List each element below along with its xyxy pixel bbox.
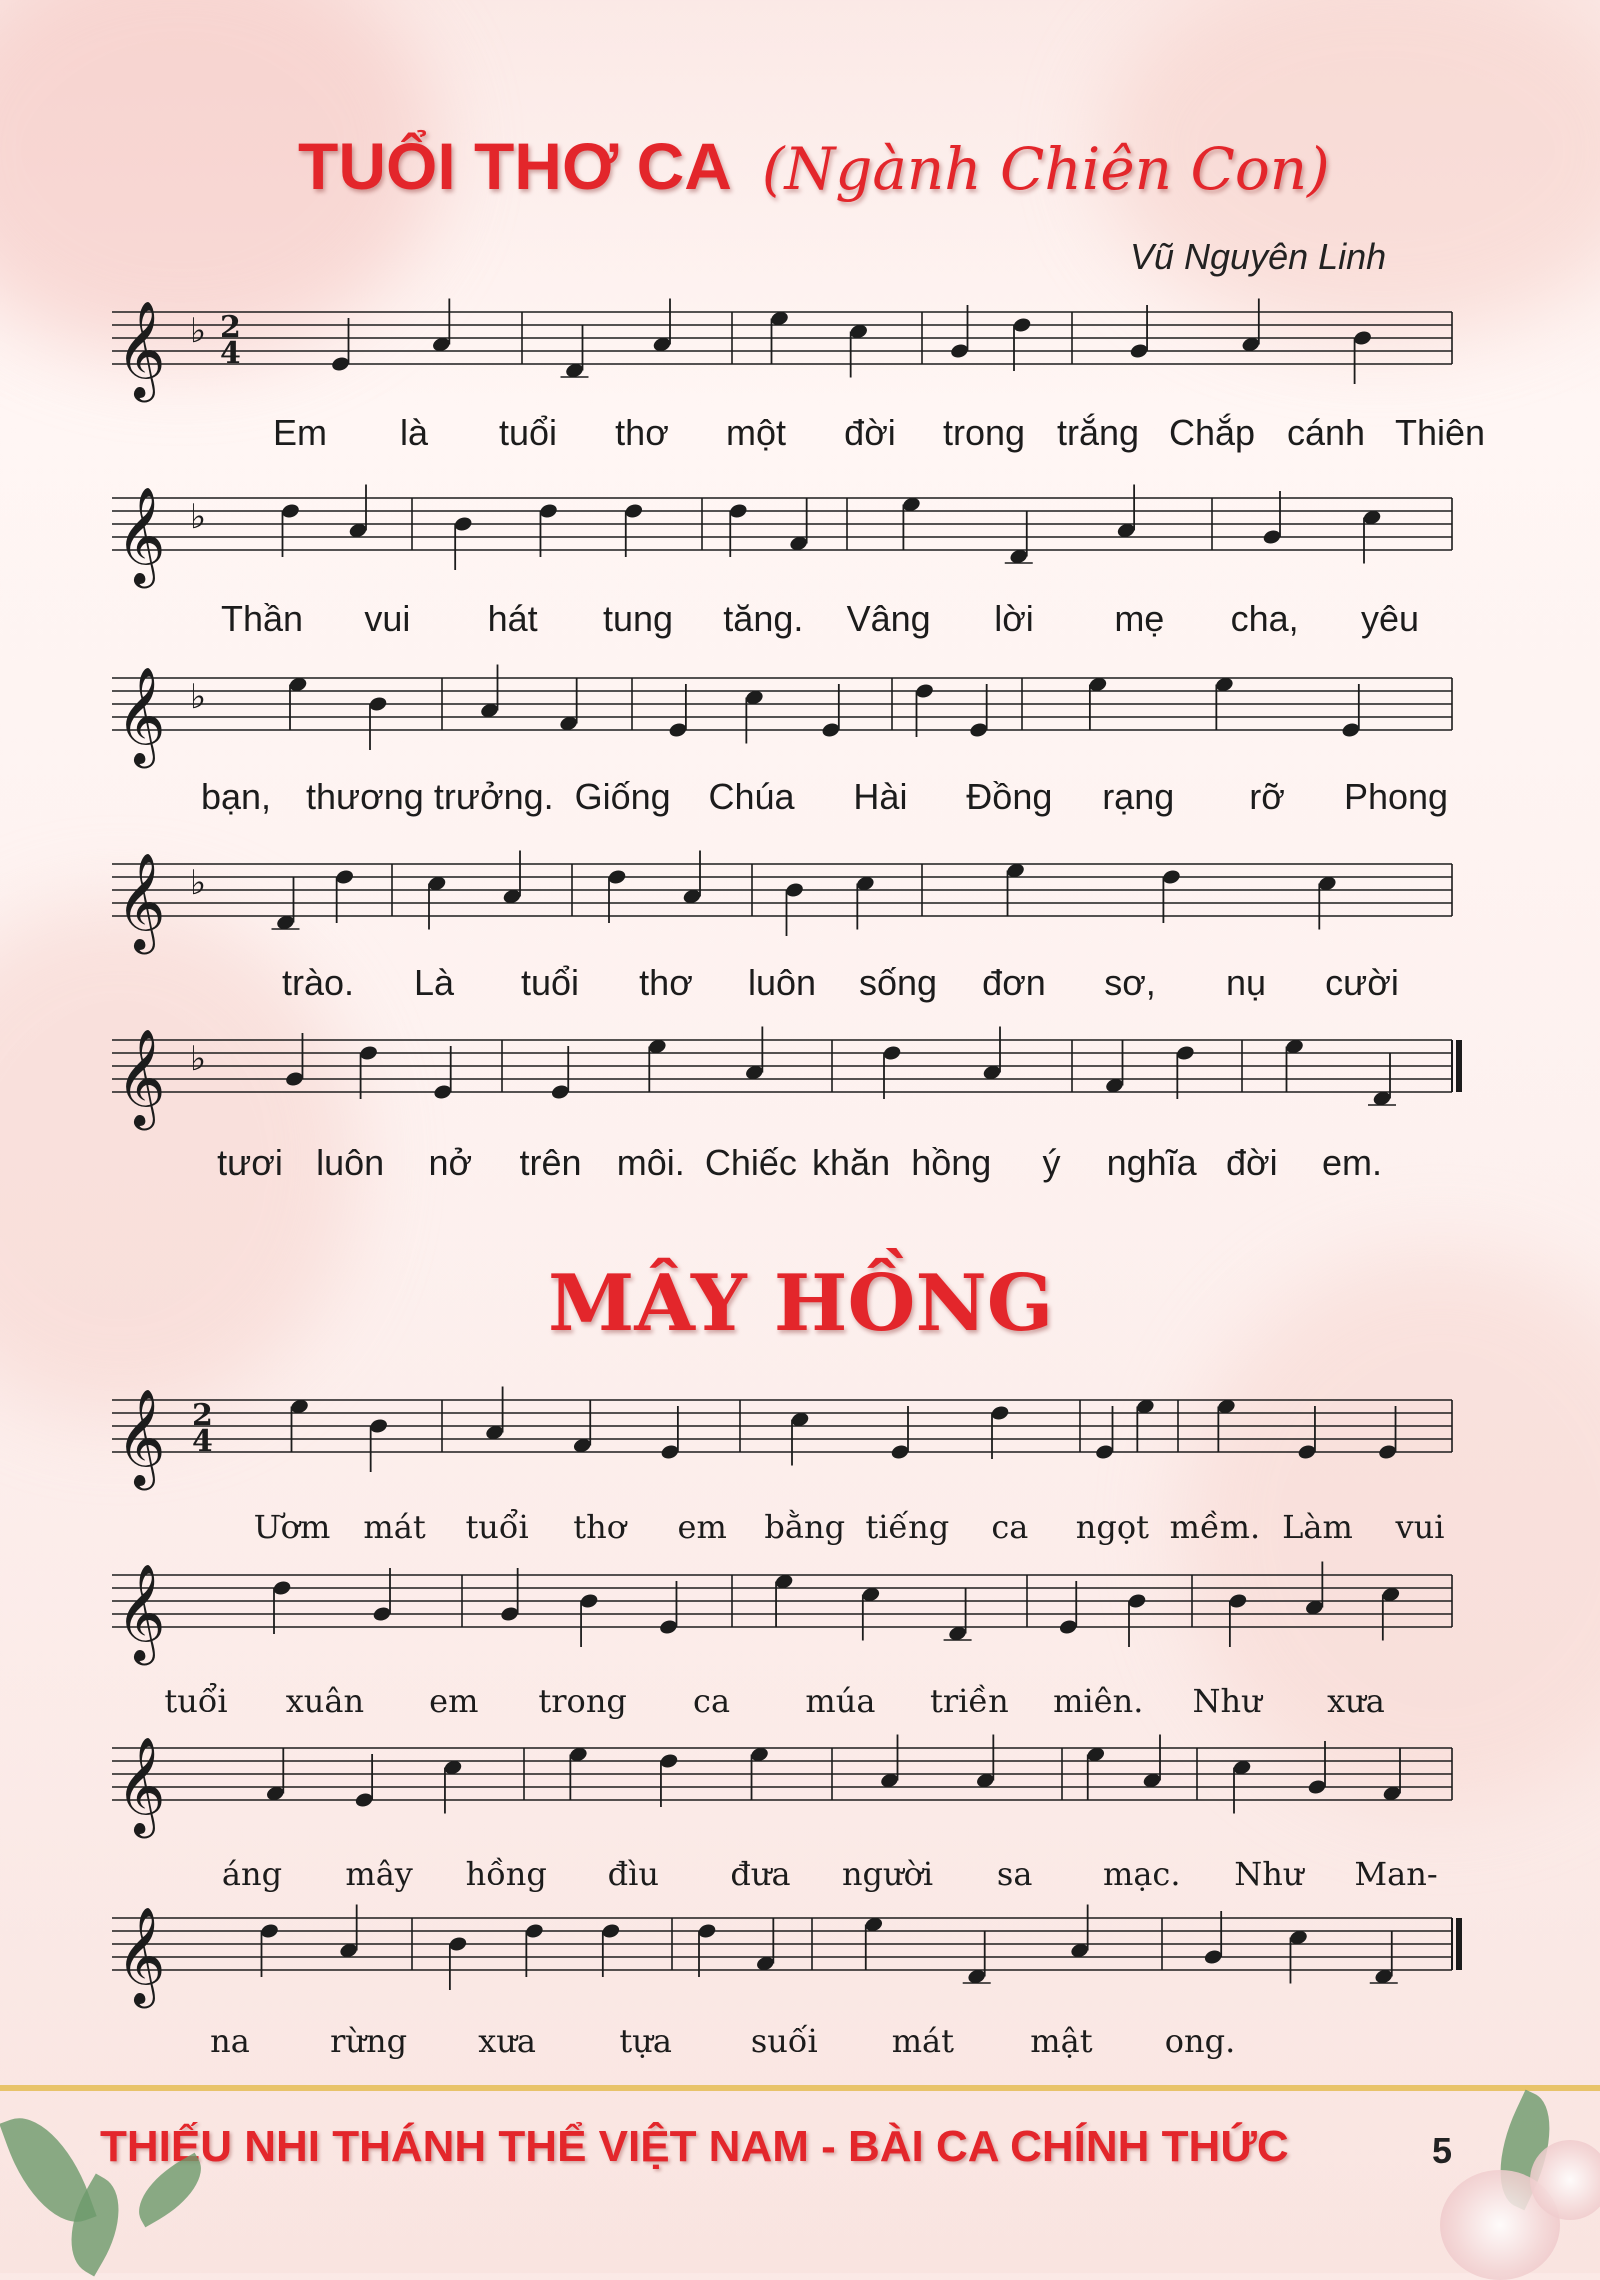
lyric-word: bằng	[764, 1508, 846, 1546]
lyric-word: em	[429, 1682, 479, 1720]
lyric-word: xuân	[285, 1682, 365, 1720]
note-head	[369, 1417, 389, 1434]
note-head	[890, 1443, 910, 1460]
note-head	[697, 1922, 717, 1939]
lyric-word: khăn	[812, 1142, 891, 1183]
lyric-word: Đồng	[966, 776, 1053, 817]
lyric-word: tuổi	[520, 962, 580, 1003]
lyric-word: Như	[1192, 1682, 1262, 1720]
treble-clef-icon: 𝄞	[116, 300, 166, 398]
lyric-word: một	[725, 412, 787, 453]
lyric-word: xưa	[1327, 1682, 1385, 1720]
lyric-word: Chắp	[1168, 412, 1256, 453]
note-head	[1094, 1443, 1114, 1460]
note-head	[1129, 342, 1149, 359]
lyric-word: trong	[538, 1682, 627, 1720]
song1-subtitle: (Ngành Chiên Con)	[761, 135, 1330, 203]
lyric-word: ong.	[1164, 2022, 1236, 2060]
staff-svg	[112, 1380, 1452, 1500]
lyric-word: ngọt	[1075, 1508, 1149, 1546]
lyric-word: nghĩa	[1106, 1142, 1197, 1183]
lyric-word: Thần	[220, 598, 304, 639]
note-head	[1228, 1592, 1248, 1609]
lyric-word: mạc.	[1103, 1855, 1181, 1893]
lyric-word: vui	[364, 598, 411, 639]
lyric-word: mật	[1030, 2022, 1093, 2060]
note-head	[990, 1404, 1010, 1421]
lyric-word: Là	[413, 962, 455, 1003]
lyric-word: mát	[363, 1508, 426, 1546]
lyric-word: sống	[858, 962, 938, 1003]
lyric-word: Phong	[1343, 776, 1449, 817]
final-barline	[1456, 1918, 1462, 1970]
note-head	[433, 1083, 453, 1100]
lyric-word: cười	[1325, 962, 1399, 1003]
time-signature-top: 2	[220, 310, 241, 345]
lyric-word: thơ	[573, 1508, 626, 1546]
note-head	[949, 342, 969, 359]
note-head	[668, 721, 688, 738]
note-head	[538, 502, 558, 519]
lyric-word: yêu	[1360, 598, 1420, 639]
footer-band	[0, 2085, 1600, 2091]
lyric-word: hồng	[465, 1855, 547, 1893]
lyric-word: sơ,	[1104, 962, 1156, 1003]
lyric-word: Chiếc	[704, 1142, 797, 1183]
lyric-word: đời	[844, 412, 896, 453]
staff-svg	[112, 478, 1452, 598]
staff-svg	[112, 1555, 1452, 1675]
lyric-word: Thiên	[1394, 412, 1486, 453]
lyric-word: Em	[273, 412, 327, 453]
note-head	[1203, 1948, 1223, 1965]
note-head	[1127, 1592, 1147, 1609]
key-flat-icon: ♭	[190, 863, 207, 903]
lyric-word: vui	[1395, 1508, 1445, 1546]
lyric-word: suối	[750, 2022, 818, 2060]
lyric-word: đời	[1225, 1142, 1278, 1183]
lyric-word: tuổi	[164, 1682, 228, 1720]
lyric-word: lời	[994, 598, 1034, 639]
lyric-word: triền	[929, 1682, 1009, 1720]
lyric-word: Ươm	[253, 1508, 331, 1546]
lyric-word: luôn	[747, 962, 817, 1003]
lyric-word: trào.	[281, 962, 355, 1003]
lyric-word: môi.	[616, 1142, 685, 1183]
note-head	[882, 1044, 902, 1061]
lyric-word: trong	[942, 412, 1026, 453]
lyric-word: đìu	[607, 1855, 659, 1893]
lyric-word: rỡ	[1249, 776, 1285, 817]
composer: Vũ Nguyên Linh	[1130, 236, 1387, 277]
time-signature-bottom: 4	[220, 336, 241, 371]
note-head	[354, 1791, 374, 1808]
flower-decoration	[1530, 2140, 1600, 2220]
lyric-word: mềm.	[1169, 1508, 1261, 1546]
treble-clef-icon: 𝄞	[116, 666, 166, 764]
footer-title: THIẾU NHI THÁNH THỂ VIỆT NAM - BÀI CA CHÍNH THỨC	[100, 2122, 1289, 2171]
lyric-word: rạng	[1102, 776, 1175, 817]
lyric-word: bạn,	[200, 776, 272, 817]
note-head	[272, 1579, 292, 1596]
note-head	[659, 1752, 679, 1769]
note-head	[658, 1618, 678, 1635]
note-head	[601, 1922, 621, 1939]
lyric-word: ca	[991, 1508, 1029, 1546]
lyric-word: thơ	[639, 962, 693, 1003]
lyric-word: hát	[487, 598, 538, 639]
lyric-word: luôn	[316, 1142, 385, 1183]
lyric-word: Man-	[1354, 1855, 1438, 1893]
lyric-word: thơ	[615, 412, 669, 453]
note-head	[280, 502, 300, 519]
staff-svg	[112, 658, 1452, 778]
treble-clef-icon: 𝄞	[116, 1388, 166, 1486]
treble-clef-icon: 𝄞	[116, 852, 166, 950]
key-flat-icon: ♭	[190, 677, 207, 717]
lyric-word: đưa	[730, 1855, 791, 1893]
staff-svg	[112, 292, 1452, 412]
lyric-word: Chúa	[708, 776, 795, 817]
lyric-word: thương	[305, 776, 424, 817]
lyric-word: cánh	[1286, 412, 1366, 453]
lyric-word: em	[677, 1508, 727, 1546]
note-head	[448, 1935, 468, 1952]
treble-clef-icon: 𝄞	[116, 1736, 166, 1834]
song1-title-block	[298, 128, 1330, 204]
note-head	[1352, 329, 1372, 346]
lyric-word: tươi	[217, 1142, 283, 1183]
time-signature-bottom: 4	[192, 1424, 213, 1459]
note-head	[1297, 1443, 1317, 1460]
note-head	[1307, 1778, 1327, 1795]
lyric-word: Làm	[1282, 1508, 1353, 1546]
note-head	[914, 682, 934, 699]
note-head	[821, 721, 841, 738]
key-flat-icon: ♭	[190, 497, 207, 537]
lyric-word: trên	[519, 1142, 582, 1183]
page-number: 5	[1432, 2130, 1453, 2171]
lyric-word: tuổi	[498, 412, 558, 453]
lyric-word: tựa	[619, 2022, 672, 2060]
lyric-word: là	[399, 412, 429, 453]
song1-title: TUỔI THƠ CA	[298, 129, 730, 203]
lyric-word: cha,	[1230, 598, 1299, 639]
note-head	[579, 1592, 599, 1609]
treble-clef-icon: 𝄞	[116, 1028, 166, 1126]
lyric-word: ca	[693, 1682, 731, 1720]
lyric-word: Hài	[853, 776, 908, 817]
note-head	[1012, 316, 1032, 333]
note-head	[524, 1922, 544, 1939]
note-head	[1341, 721, 1361, 738]
note-head	[1175, 1044, 1195, 1061]
lyric-word: rừng	[330, 2022, 408, 2060]
note-head	[284, 1070, 304, 1087]
treble-clef-icon: 𝄞	[116, 1563, 166, 1661]
note-head	[1058, 1618, 1078, 1635]
note-head	[259, 1922, 279, 1939]
note-head	[368, 695, 388, 712]
lyric-word: đơn	[982, 962, 1046, 1003]
lyric-word: ý	[1042, 1142, 1061, 1183]
note-head	[624, 502, 644, 519]
lyric-word: Vâng	[846, 598, 931, 639]
lyric-word: sa	[996, 1855, 1033, 1893]
lyric-word: nở	[428, 1142, 473, 1183]
lyric-word: áng	[221, 1855, 283, 1893]
note-head	[607, 868, 627, 885]
lyric-word: mây	[345, 1855, 413, 1893]
lyric-word: người	[841, 1855, 934, 1893]
time-signature-top: 2	[192, 1398, 213, 1433]
note-head	[335, 868, 355, 885]
note-head	[330, 355, 350, 372]
lyric-word: tung	[602, 598, 674, 639]
lyric-word: hồng	[911, 1142, 992, 1183]
note-head	[500, 1605, 520, 1622]
note-head	[453, 515, 473, 532]
lyric-word: miên.	[1053, 1682, 1144, 1720]
lyric-word: mát	[891, 2022, 954, 2060]
treble-clef-icon: 𝄞	[116, 486, 166, 584]
note-head	[1161, 868, 1181, 885]
lyric-word: Giống	[574, 776, 671, 817]
lyric-word: nụ	[1225, 962, 1267, 1003]
note-head	[784, 881, 804, 898]
lyric-word: tuổi	[465, 1508, 529, 1546]
staff-svg	[112, 1898, 1452, 2018]
note-head	[550, 1083, 570, 1100]
lyric-word: Như	[1234, 1855, 1304, 1893]
key-flat-icon: ♭	[190, 311, 207, 351]
note-head	[1377, 1443, 1397, 1460]
lyric-word: na	[210, 2022, 250, 2060]
final-barline	[1456, 1040, 1462, 1092]
note-head	[660, 1443, 680, 1460]
lyric-word: tăng.	[723, 598, 804, 639]
lyric-word: tiếng	[865, 1508, 950, 1546]
lyric-word: trắng	[1056, 412, 1140, 453]
note-head	[1262, 528, 1282, 545]
staff-svg	[112, 844, 1452, 964]
lyric-word: xưa	[478, 2022, 537, 2060]
note-head	[372, 1605, 392, 1622]
treble-clef-icon: 𝄞	[116, 1906, 166, 2004]
note-head	[969, 721, 989, 738]
note-head	[728, 502, 748, 519]
key-flat-icon: ♭	[190, 1039, 207, 1079]
lyric-word: em.	[1321, 1142, 1383, 1183]
note-head	[358, 1044, 378, 1061]
song2-title: MÂY HỒNG	[548, 1258, 1054, 1349]
lyric-word: múa	[805, 1682, 876, 1720]
staff-svg	[112, 1728, 1452, 1848]
lyric-word: trưởng.	[433, 776, 554, 817]
lyric-word: mẹ	[1114, 598, 1165, 639]
staff-svg	[112, 1020, 1452, 1140]
